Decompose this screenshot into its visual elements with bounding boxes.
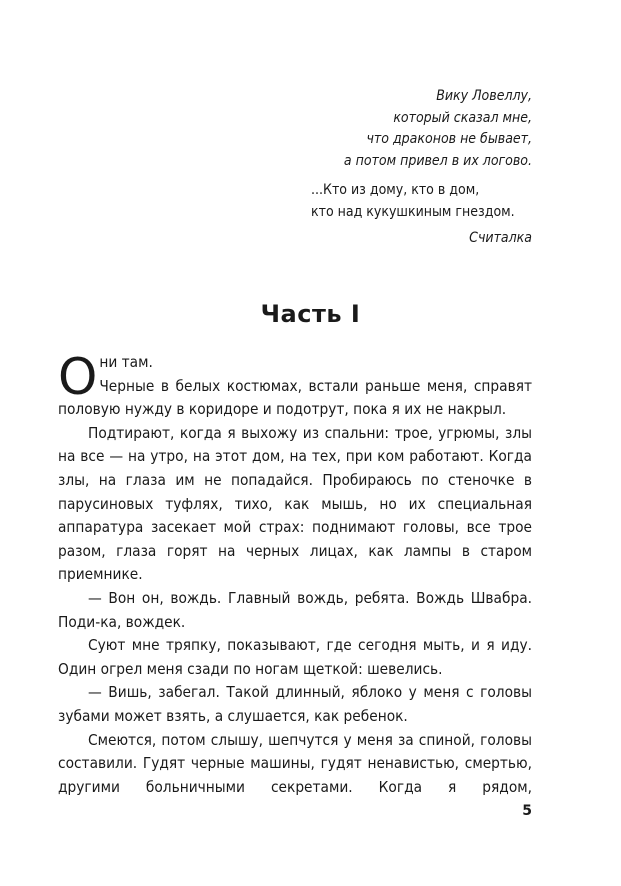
epigraph <box>311 180 515 223</box>
dedication-line: который сказал мне, <box>393 109 532 126</box>
paragraph: Смеются, потом слышу, шепчутся у меня за спиной, головы составили. Гудят черные машины, гудят ненавистью, смертью, другими больничными секретами. Когда я рядом, <box>58 730 532 796</box>
paragraph: — Вон он, вождь. Главный вождь, ребята. Вождь Швабра. Поди-ка, вождек. <box>58 588 532 631</box>
paragraph: — Вишь, забегал. Такой длинный, яблоко у меня с головы зубами может взять, а слушается, как ребенок. <box>58 683 532 725</box>
paragraph: Суют мне тряпку, показывают, где сегодня мыть, и я иду. Один огрел меня сзади по ногам щеткой: шевелись. <box>58 636 532 678</box>
paragraph-first <box>58 348 532 422</box>
epigraph-line: кто над кукушкиным гнездом. <box>311 203 515 220</box>
paragraph: Подтирают, когда я выхожу из спальни: трое, угрюмы, злы на все — на утро, на этот дом, на тех, при ком работают. Когда злы, на глаза им не попадайся. Пробираюсь по стеночке в парусиновых туфлях, тихо, как мышь, но их специальная аппаратура засекает мой страх: поднимают головы, все трое разом, глаза горят на черных лицах, как лампы в старом приемнике. <box>58 423 532 584</box>
part-title: Часть I <box>260 300 361 328</box>
dedication <box>344 86 532 172</box>
body-text <box>58 348 532 799</box>
drop-cap: О <box>58 348 98 406</box>
dedication-line: Вику Ловеллу, <box>436 88 532 104</box>
dedication-line: а потом привел в их логово. <box>343 152 532 169</box>
epigraph-source: Считалка <box>469 230 532 246</box>
page-number: 5 <box>522 803 532 819</box>
paragraph-first-text: ни там. <box>99 353 153 371</box>
epigraph-line: ...Кто из дому, кто в дом, <box>311 182 480 198</box>
paragraph-first-continued: Черные в белых костюмах, встали раньше меня, справят половую нужду в коридоре и подотрут, пока я их не накрыл. <box>58 376 532 419</box>
dedication-line: что драконов не бывает, <box>366 131 532 147</box>
